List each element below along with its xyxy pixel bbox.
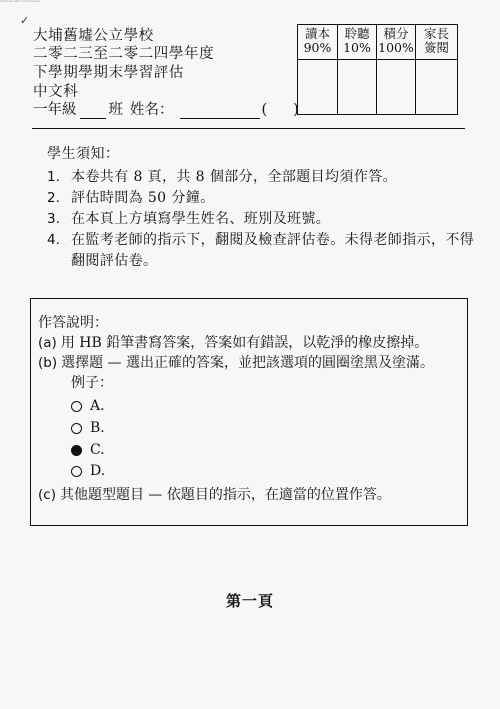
- subject-name: 中文科: [33, 84, 79, 100]
- score-cell-reading[interactable]: [298, 60, 338, 115]
- example-label: 例子：: [71, 375, 113, 391]
- notes-item-number: 1.: [47, 169, 60, 185]
- option-label: A.: [90, 398, 105, 414]
- name-blank[interactable]: [180, 104, 260, 119]
- example-option-a: [71, 396, 105, 416]
- instruction-a-text: 用 HB 鉛筆書寫答案，答案如有錯誤，以乾淨的橡皮擦掉。: [60, 335, 429, 351]
- instruction-b: [38, 353, 434, 373]
- notes-item: [47, 209, 476, 230]
- option-label: B.: [90, 420, 105, 436]
- class-number-close-paren: ): [293, 102, 299, 118]
- student-notes: [47, 144, 476, 272]
- scan-stamp: Scanned with CamScanner: [0, 0, 41, 3]
- score-cell-total[interactable]: [377, 60, 416, 115]
- empty-bubble-icon: [71, 401, 82, 412]
- option-label: C.: [90, 442, 105, 458]
- option-label: D.: [90, 463, 106, 479]
- example-option-d: [71, 461, 105, 481]
- class-blank[interactable]: [80, 104, 106, 119]
- assessment-term: 下學期學期末學習評估: [33, 65, 184, 81]
- header-divider: [32, 128, 465, 129]
- instruction-c-label: (c): [38, 487, 56, 503]
- class-number-blank[interactable]: [267, 105, 293, 119]
- instruction-c-text: 其他題型題目 — 依題目的指示，在適當的位置作答。: [59, 487, 391, 503]
- instructions-title: 作答說明：: [38, 315, 108, 331]
- notes-title: 學生須知：: [47, 146, 120, 162]
- empty-bubble-icon: [71, 466, 82, 477]
- tick-mark: ✓: [20, 14, 30, 27]
- instruction-b-text: 選擇題 — 選出正確的答案，並把該選項的圓圈塗黑及塗滿。: [61, 355, 435, 371]
- notes-item-number: 2.: [47, 190, 60, 206]
- instruction-c: [38, 485, 391, 505]
- score-header-listening: 聆聽 10%: [338, 25, 377, 60]
- notes-item-number: 4.: [47, 232, 60, 248]
- school-year: 二零二三至二零二四學年度: [33, 46, 215, 62]
- instruction-b-label: (b): [38, 355, 58, 371]
- notes-item: [47, 167, 476, 188]
- class-label: 班: [108, 102, 123, 118]
- notes-item: [47, 188, 476, 209]
- empty-bubble-icon: [71, 423, 82, 434]
- grade-label: 一年級: [33, 102, 77, 118]
- notes-item: [47, 230, 476, 272]
- filled-bubble-icon: [71, 445, 82, 456]
- student-info-row: [33, 101, 299, 119]
- example-option-b: [71, 418, 105, 438]
- score-cell-parent-signature[interactable]: [416, 60, 458, 115]
- score-header-total: 積分 100%: [377, 25, 416, 60]
- example-option-c: [71, 440, 105, 460]
- school-name: 大埔舊墟公立學校: [33, 28, 154, 44]
- notes-item-text: 在監考老師的指示下，翻閱及檢查評估卷。未得老師指示，不得翻閱評估卷。: [71, 232, 475, 269]
- instruction-a: [38, 333, 428, 353]
- instruction-a-label: (a): [38, 335, 57, 351]
- name-label: 姓名：: [130, 102, 174, 118]
- score-cell-listening[interactable]: [338, 60, 377, 115]
- notes-item-text: 本卷共有 8 頁，共 8 個部分，全部題目均須作答。: [71, 169, 398, 185]
- class-number-open-paren: (: [261, 102, 268, 118]
- score-header-reading: 讀本 90%: [298, 25, 338, 60]
- score-table: [297, 24, 458, 115]
- notes-item-text: 評估時間為 50 分鐘。: [71, 190, 215, 206]
- notes-item-text: 在本頁上方填寫學生姓名、班別及班號。: [71, 211, 331, 227]
- page-number: 第一頁: [225, 592, 274, 610]
- notes-item-number: 3.: [47, 211, 60, 227]
- score-header-parent-signature: 家長 簽閱: [416, 25, 458, 60]
